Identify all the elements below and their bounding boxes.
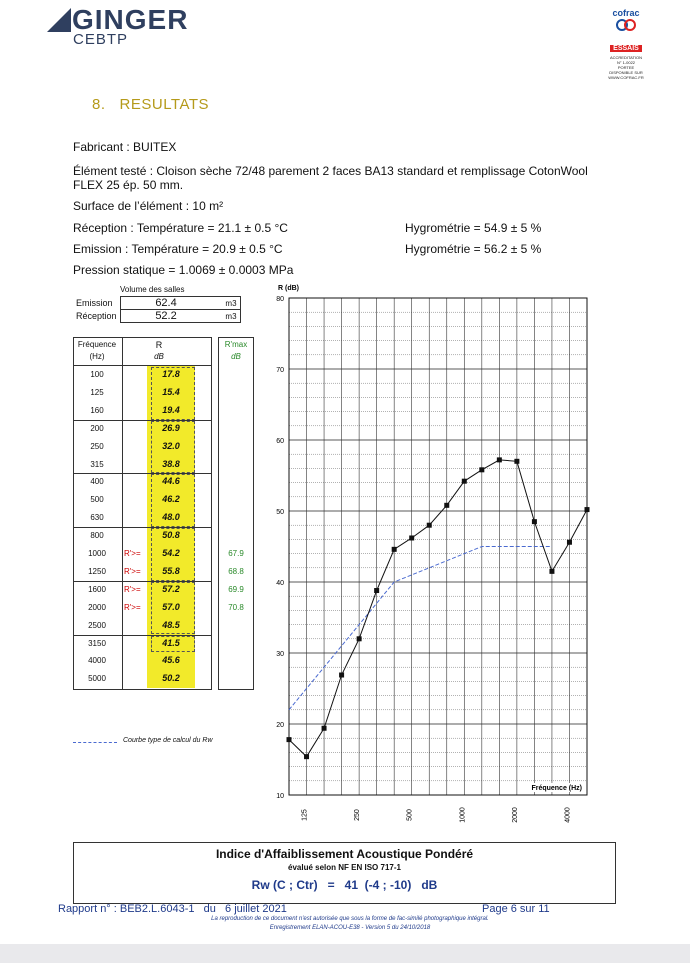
data-point [357, 636, 362, 641]
r-value: 57.0 [162, 601, 180, 612]
reference-curve-line [289, 547, 552, 710]
r-value: 50.2 [162, 673, 180, 684]
data-point [462, 479, 467, 484]
cofrac-logo [596, 8, 656, 80]
r-value: 26.9 [162, 422, 180, 433]
cofrac-title: cofrac [612, 8, 640, 18]
freq-header: Fréquence [77, 340, 117, 349]
r-value: 55.8 [162, 565, 180, 576]
freq-value: 800 [90, 531, 104, 541]
info-reception-hygro: Hygrométrie = 54.9 ± 5 % [405, 221, 542, 235]
r-value: 17.8 [162, 369, 180, 379]
r-value: 44.6 [162, 476, 180, 487]
info-emission: Emission : Température = 20.9 ± 0.5 °C [73, 242, 283, 256]
info-pression: Pression statique = 1.0069 ± 0.0003 MPa [73, 263, 294, 277]
y-tick-label: 80 [276, 296, 284, 303]
volume-table [73, 296, 241, 323]
freq-value: 4000 [88, 656, 106, 666]
r-group-box [151, 582, 195, 635]
r-value: 41.5 [162, 637, 180, 648]
cofrac-rings-icon [615, 18, 637, 32]
result-box [73, 842, 616, 904]
x-tick-label: 2000 [511, 807, 519, 823]
measured-curve-line [289, 460, 587, 757]
y-axis-label: R (dB) [278, 285, 299, 292]
footer-note-2: Enregistrement ELAN-ACOU-E38 - Version 5 du 24/10/2018 [269, 925, 431, 931]
r-group-box [151, 421, 195, 474]
r-value: 32.0 [162, 440, 180, 451]
volume-unit: m3 [212, 310, 241, 323]
freq-unit: (Hz) [89, 352, 105, 361]
freq-value: 400 [90, 477, 104, 487]
info-element-1: Élément testé : Cloison sèche 72/48 parement 2 faces BA13 standard et remplissage CotonWool [73, 164, 588, 178]
info-reception: Réception : Température = 21.1 ± 0.5 °C [73, 221, 288, 235]
section-number: 8. [92, 96, 106, 113]
x-axis-label: Fréquence (Hz) [531, 785, 582, 792]
r-header: R [155, 340, 163, 350]
r-value: 48.5 [162, 619, 180, 630]
freq-value: 250 [90, 441, 104, 451]
viewer-bottom-bar [0, 944, 690, 963]
freq-value: 500 [90, 495, 104, 505]
volume-header: Volume des salles [120, 285, 185, 294]
freq-value: 2000 [88, 602, 106, 612]
info-surface: Surface de l’élément : 10 m² [73, 199, 224, 213]
x-tick-label: 125 [301, 809, 309, 821]
logo-mark-icon [47, 8, 71, 32]
r-value: 15.4 [162, 386, 180, 397]
rmax-value: 69.9 [228, 584, 244, 594]
freq-value: 1000 [88, 549, 106, 558]
data-point [532, 519, 537, 524]
footer-rapport: Rapport n° : BEB2.L.6043-1 du 6 juillet 2021 [58, 903, 287, 915]
freq-value: 5000 [88, 674, 106, 684]
freq-value: 160 [90, 405, 104, 415]
volume-value: 62.4 [120, 297, 212, 310]
data-point [444, 503, 449, 508]
info-element-2: FLEX 25 ép. 50 mm. [73, 178, 184, 192]
volume-label: Emission [76, 298, 113, 308]
legend-dashed-line [73, 742, 117, 743]
volume-label: Réception [76, 311, 117, 321]
volume-row [73, 297, 240, 310]
freq-value: 630 [90, 513, 104, 523]
footer-note-1: La reproduction de ce document n'est autorisée que sous la forme de fac-similé photographique intégral. [211, 916, 489, 922]
r-value: 38.8 [162, 458, 180, 469]
x-tick-label: 500 [406, 809, 414, 821]
r-value: 50.8 [162, 530, 180, 541]
result-value: Rw (C ; Ctr) = 41 (-4 ; -10) dB [251, 878, 438, 892]
freq-value: 315 [90, 459, 104, 469]
data-point [322, 726, 327, 731]
freq-value: 1250 [88, 566, 106, 576]
section-title-text: RESULTATS [119, 96, 210, 113]
data-point [374, 588, 379, 593]
r-group-box [151, 636, 195, 653]
y-tick-label: 10 [276, 793, 284, 800]
info-emission-hygro: Hygrométrie = 56.2 ± 5 % [405, 242, 542, 256]
legend-text: Courbe type de calcul du Rw [123, 737, 213, 744]
info-fabricant: Fabricant : BUITEX [73, 140, 177, 154]
ginger-logo [47, 6, 247, 52]
cofrac-small-5: WWW.COFRAC.FR [608, 75, 644, 80]
x-tick-label: 1000 [459, 807, 467, 823]
data-point [339, 673, 344, 678]
freq-value: 2500 [88, 620, 106, 630]
logo-sub: CEBTP [73, 31, 129, 48]
r-value: 46.2 [162, 494, 180, 505]
r-prime-label: R'>= [124, 602, 141, 612]
data-point [585, 507, 590, 512]
r-value: 57.2 [162, 583, 180, 594]
x-tick-label: 4000 [564, 807, 572, 823]
rmax-value: 68.8 [228, 566, 244, 576]
cofrac-small-4: DISPONIBLE SUR [609, 70, 643, 75]
rmax-value: 67.9 [228, 549, 244, 558]
r-value: 48.0 [162, 512, 180, 523]
r-group-box [151, 367, 195, 420]
data-point [287, 737, 292, 742]
volume-unit: m3 [212, 297, 241, 310]
data-point [514, 459, 519, 464]
y-tick-label: 70 [276, 367, 284, 374]
y-tick-label: 50 [276, 509, 284, 516]
rmax-value: 70.8 [228, 602, 244, 612]
header-separator [73, 365, 211, 366]
x-tick-label: 250 [354, 809, 362, 821]
freq-value: 1600 [88, 584, 106, 594]
volume-value: 52.2 [120, 310, 212, 323]
y-tick-label: 40 [276, 580, 284, 587]
data-point [304, 754, 309, 759]
footer-page: Page 6 sur 11 [482, 903, 550, 915]
y-tick-label: 20 [276, 722, 284, 729]
freq-value: 125 [90, 387, 104, 397]
freq-value: 100 [90, 370, 104, 379]
r-value: 54.2 [162, 548, 180, 558]
data-point [549, 569, 554, 574]
r-prime-label: R'>= [124, 549, 141, 558]
cofrac-small-1: ACCREDITATION [609, 55, 643, 60]
logo-word: GINGER [72, 4, 189, 35]
freq-value: 200 [90, 423, 104, 433]
r-value: 19.4 [162, 404, 180, 415]
y-tick-label: 30 [276, 651, 284, 658]
result-title: Indice d'Affaiblissement Acoustique Pondéré [215, 847, 474, 861]
rmax-unit: dB [231, 352, 241, 361]
data-point [392, 547, 397, 552]
data-point [497, 457, 502, 462]
data-point [479, 467, 484, 472]
rmax-column [218, 337, 254, 690]
r-group-box [151, 474, 195, 527]
y-tick-label: 60 [276, 438, 284, 445]
data-point [567, 540, 572, 545]
cofrac-small-3: PORTEE [617, 65, 635, 70]
freq-value: 3150 [88, 638, 106, 648]
r-unit: dB [154, 352, 164, 361]
data-point [427, 523, 432, 528]
r-prime-label: R'>= [124, 584, 141, 594]
data-point [409, 535, 414, 540]
r-frequency-chart [250, 280, 590, 825]
rmax-header: R'max [224, 340, 248, 349]
section-title [92, 96, 209, 113]
r-prime-label: R'>= [124, 566, 141, 576]
volume-row [73, 310, 240, 323]
r-group-box [151, 528, 195, 581]
cofrac-label: ESSAIS [610, 45, 642, 52]
cofrac-small-2: N° 1-0022 [616, 60, 636, 65]
result-subtitle: évalué selon NF EN ISO 717-1 [288, 863, 401, 872]
r-value: 45.6 [162, 655, 180, 666]
